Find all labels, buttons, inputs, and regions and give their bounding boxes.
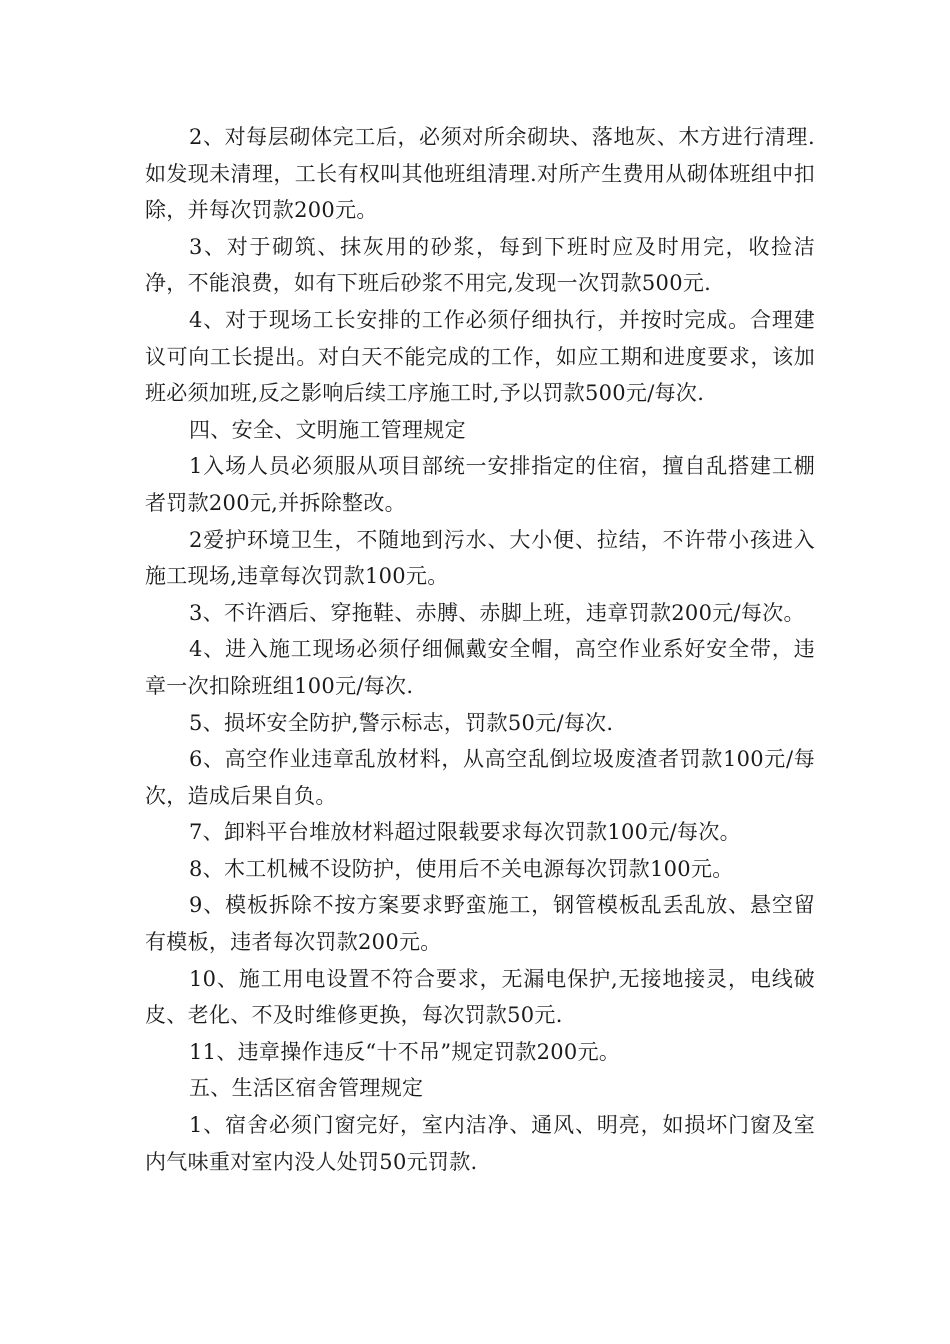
paragraph-safety-2-hygiene: 2爱护环境卫生，不随地到污水、大小便、拉结，不许带小孩进入施工现场,违章每次罚款100元。: [145, 527, 815, 589]
paragraph-safety-4-helmet: 4、进入施工现场必须仔细佩戴安全帽，高空作业系好安全带，违章一次扣除班组100元/每次.: [145, 637, 815, 698]
paragraph-safety-11-lifting: 11、违章操作违反“十不吊”规定罚款200元。: [189, 1039, 621, 1064]
paragraph-safety-1-housing: 1入场人员必须服从项目部统一安排指定的住宿，擅自乱搭建工棚者罚款200元,并拆除整改。: [145, 454, 815, 515]
paragraph-rule-4-instructions: 4、对于现场工长安排的工作必须仔细执行，并按时完成。合理建议可向工长提出。对白天不能完成的工作，如应工期和进度要求，该加班必须加班,反之影响后续工序施工时,予以罚款500元/每次.: [145, 307, 815, 406]
document-body: [145, 119, 815, 1180]
section-heading-safety: 四、安全、文明施工管理规定: [189, 417, 466, 442]
paragraph-safety-8-machinery: 8、木工机械不设防护，使用后不关电源每次罚款100元。: [189, 856, 734, 881]
paragraph-rule-3-mortar: 3、对于砌筑、抹灰用的砂浆，每到下班时应及时用完，收捡洁净，不能浪费，如有下班后砂浆不用完,发现一次罚款500元.: [145, 234, 815, 296]
paragraph-safety-6-heights: 6、高空作业违章乱放材料，从高空乱倒垃圾废渣者罚款100元/每次，造成后果自负。: [145, 747, 815, 808]
paragraph-rule-2-cleanup: 2、对每层砌体完工后，必须对所余砌块、落地灰、木方进行清理.如发现未清理，工长有权叫其他班组清理.对所产生费用从砌体班组中扣除，并每次罚款200元。: [145, 125, 815, 223]
paragraph-safety-10-electric: 10、施工用电设置不符合要求，无漏电保护,无接地接灵，电线破皮、老化、不及时维修更换，每次罚款50元.: [145, 966, 815, 1028]
paragraph-dormitory-1: 1、宿舍必须门窗完好，室内洁净、通风、明亮，如损坏门窗及室内气味重对室内没人处罚50元罚款.: [145, 1113, 815, 1174]
paragraph-safety-7-platform: 7、卸料平台堆放材料超过限载要求每次罚款100元/每次。: [189, 820, 741, 845]
paragraph-safety-9-formwork: 9、模板拆除不按方案要求野蛮施工，钢管模板乱丢乱放、悬空留有模板，违者每次罚款200元。: [145, 893, 815, 955]
paragraph-safety-5-signs: 5、损坏安全防护,警示标志，罚款50元/每次.: [189, 710, 614, 735]
section-heading-dormitory: 五、生活区宿舍管理规定: [189, 1076, 424, 1101]
paragraph-safety-3-attire: 3、不许酒后、穿拖鞋、赤膊、赤脚上班，违章罚款200元/每次。: [189, 600, 805, 625]
